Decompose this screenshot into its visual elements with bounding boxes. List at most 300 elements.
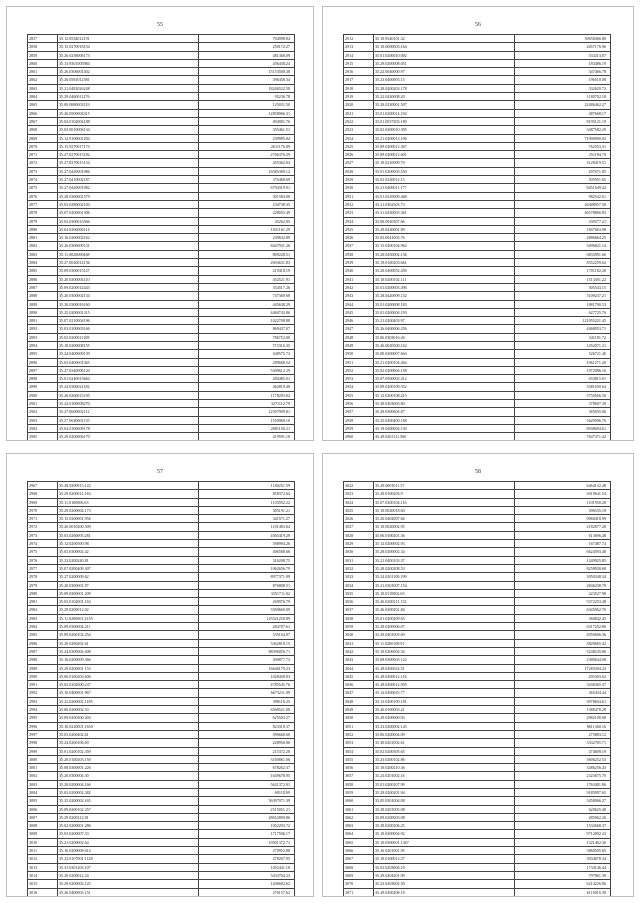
table-row [28,647,295,655]
amount-cell: 4785545.76 [199,681,295,689]
amount-cell: 3332705.71 [515,739,611,747]
amount-cell: 678262.37 [199,764,295,772]
amount-cell: 8447931.26 [199,242,295,250]
record-id-cell: 35.05.0301004.08 [374,797,515,805]
record-id-cell: 35.07.0200001306 [58,209,199,217]
row-number-cell: 2993 [28,697,58,705]
table-row [344,540,611,548]
table-row [28,805,295,813]
row-number-cell: 2939 [344,259,374,267]
table-row [344,855,611,863]
row-number-cell: 2999 [28,747,58,755]
amount-cell: 2982108.08 [515,714,611,722]
record-id-cell: 35.28.9200915.122 [58,482,199,490]
row-number-cell: 3009 [28,830,58,838]
amount-cell: 167487.74 [515,540,611,548]
row-number-cell: 2896 [28,358,58,366]
table-row [344,755,611,763]
row-number-cell: 2952 [344,366,374,374]
table-row [344,581,611,589]
record-id-cell: 35.03.0200002.382 [58,788,199,796]
amount-cell: 12507909.81 [199,408,295,416]
row-number-cell: 3007 [28,813,58,821]
table-row [344,300,611,308]
amount-cell [515,896,611,897]
row-number-cell: 2891 [28,317,58,325]
row-number-cell: 3069 [344,871,374,879]
table-row [28,250,295,258]
amount-cell: 289668.54 [199,358,295,366]
amount-cell: 3436365.37 [515,681,611,689]
record-id-cell: 35.20.0300016160 [58,300,199,308]
record-id-cell: 35.21.0400011.177 [374,184,515,192]
row-number-cell: 2934 [344,217,374,225]
row-number-cell: 3030 [344,548,374,556]
amount-cell: 505951.65 [515,176,611,184]
table-row [28,838,295,846]
amount-cell: 982542.61 [515,192,611,200]
amount-cell: 786752.00 [199,333,295,341]
amount-cell: 5372253.48 [515,598,611,606]
amount-cell: 12858066.31 [199,109,295,117]
amount-cell: 3351711.02 [199,589,295,597]
table-row [28,68,295,76]
record-id-cell: 35.16.0201001.95 [374,847,515,855]
row-number-cell: 3025 [344,506,374,514]
table-row [28,581,295,589]
row-number-cell: 3057 [344,772,374,780]
amount-cell: 16585369.12 [199,167,295,175]
amount-cell: 5109237.21 [515,292,611,300]
row-number-cell: 3062 [344,813,374,821]
row-number-cell: 2972 [28,523,58,531]
amount-cell: 3078604.61 [515,697,611,705]
table-row [344,863,611,871]
amount-cell: 5248235.86 [515,647,611,655]
table-row [344,43,611,51]
table-row [344,730,611,738]
row-number-cell: 3035 [344,589,374,597]
record-id-cell: 35.29.0300604.87 [374,408,515,416]
amount-cell: 3829665.42 [515,639,611,647]
row-number-cell: 3040 [344,631,374,639]
table-row [344,888,611,896]
row-number-cell: 2936 [344,234,374,242]
record-id-cell: 35.29.0200006170 [58,433,199,441]
record-id-cell: 35.24.0201109.199 [374,573,515,581]
record-id-cell: 35.27.8370015154 [58,159,199,167]
row-number-cell: 3068 [344,863,374,871]
amount-cell: 627725.76 [515,308,611,316]
record-id-cell: 35.03.0300013566 [58,217,199,225]
amount-cell: 653815.01 [515,375,611,383]
amount-cell: 704998.84 [199,35,295,43]
record-id-cell: 35.26.0260015195 [58,391,199,399]
row-number-cell: 2881 [28,234,58,242]
table-row [28,813,295,821]
amount-cell: 285062.26 [515,813,611,821]
amount-cell: 26388957.58 [515,200,611,208]
amount-cell: 3486256.43 [515,764,611,772]
page-57 [6,453,314,897]
record-id-cell [374,896,515,897]
record-id-cell: 35.21.0200403.97 [374,317,515,325]
table-row [344,159,611,167]
table-row [344,200,611,208]
table-row [344,606,611,614]
amount-cell: 1031161.29 [199,225,295,233]
table-row [28,151,295,159]
record-id-cell: 35.10.0200210.36 [374,764,515,772]
amount-cell: 2611176.89 [199,142,295,150]
table-row [344,664,611,672]
amount-cell: 316208.75 [199,556,295,564]
row-number-cell: 3056 [344,764,374,772]
record-id-cell: 35.01.0200008.183 [374,300,515,308]
amount-cell: 239995.84 [199,134,295,142]
amount-cell: 4565419.29 [199,531,295,539]
table-row [28,664,295,672]
amount-cell: 341571.27 [199,515,295,523]
amount-cell: 8451649.42 [515,184,611,192]
record-id-cell: 35.10.0110002.65 [374,589,515,597]
table-row [28,101,295,109]
row-number-cell: 2893 [28,333,58,341]
record-id-cell: 35.23.0203002.50 [374,880,515,888]
row-number-cell: 2926 [344,151,374,159]
row-number-cell: 2976 [28,556,58,564]
record-id-cell: 35.20.0200012.24 [58,871,199,879]
table-row [28,433,295,441]
amount-cell: 494901.76 [199,117,295,125]
amount-cell: 69118.09 [199,788,295,796]
row-number-cell: 3027 [344,523,374,531]
row-number-cell: 2983 [28,614,58,622]
table-row [344,242,611,250]
record-id-cell: 35.06.0100201.36 [374,531,515,539]
record-id-cell: 35.02.0200010.395 [374,126,515,134]
table-row [28,780,295,788]
record-id-cell: 35.29.0200012.02 [58,606,199,614]
amount-cell: 452521.91 [199,275,295,283]
record-id-cell: 35.20.0300002134 [58,292,199,300]
amount-cell: 215372.28 [199,747,295,755]
row-number-cell: 2986 [28,639,58,647]
table-row [28,772,295,780]
table-row [344,896,611,897]
amount-cell: 284485.01 [199,375,295,383]
record-id-cell: 35.09.0200102.254 [58,631,199,639]
row-number-cell: 2923 [344,126,374,134]
row-number-cell: 3071 [344,888,374,896]
amount-cell: 1847663.08 [515,225,611,233]
row-number-cell: 3042 [344,647,374,655]
amount-cell: 104738.35 [199,200,295,208]
table-row [28,358,295,366]
table-row [28,863,295,871]
record-id-cell: 35.13.9301005984 [58,59,199,67]
table-row [28,564,295,572]
record-id-cell: 35.24.0400009139 [58,350,199,358]
row-number-cell: 2928 [344,167,374,175]
amount-cell: 4468053.71 [515,325,611,333]
record-id-cell: 35.16.0200009.366 [58,656,199,664]
record-id-cell: 35.09.0200012.601 [374,151,515,159]
row-number-cell: 2960 [344,433,374,441]
amount-cell: 17283394.24 [515,664,611,672]
amount-cell: 228956.86 [199,739,295,747]
table-row [344,184,611,192]
table-row [28,523,295,531]
record-id-cell: 35.24.0100008270 [58,400,199,408]
table-row [344,51,611,59]
row-number-cell: 2974 [28,540,58,548]
row-number-cell: 2929 [344,176,374,184]
amount-cell: 1649678.95 [199,772,295,780]
table-row [28,706,295,714]
table-row [28,350,295,358]
row-number-cell: 2882 [28,242,58,250]
amount-cell: 219418.19 [199,267,295,275]
amount-cell: 2657176.96 [515,43,611,51]
amount-cell: 462819.48 [199,383,295,391]
amount-cell: 2380644.08 [515,656,611,664]
row-number-cell: 2879 [28,217,58,225]
table-row [344,408,611,416]
table-row [28,267,295,275]
table-row [344,797,611,805]
row-number-cell: 3061 [344,805,374,813]
table-row [28,400,295,408]
row-number-cell: 2990 [28,672,58,680]
record-id-cell: 35.02.0102000.237 [58,681,199,689]
table-row [344,573,611,581]
record-id-cell: 35.10.0200004.34 [374,647,515,655]
row-number-cell: 2956 [344,400,374,408]
table-row [28,408,295,416]
table-row [28,242,295,250]
record-id-cell: 35.24.0200106.69 [58,739,199,747]
row-number-cell: 2863 [28,84,58,92]
table-row [344,697,611,705]
table-row [344,822,611,830]
table-row [344,333,611,341]
record-id-cell: 35.27.0020014156 [58,259,199,267]
record-id-cell: 35.03.0260005.281 [58,531,199,539]
row-number-cell: 2875 [28,184,58,192]
record-id-cell: 35.02.0230012.15 [374,176,515,184]
table-row [344,292,611,300]
amount-cell: 3128419.51 [515,159,611,167]
table-row [344,847,611,855]
record-id-cell: 35.09.0200109.352 [374,383,515,391]
row-number-cell: 2949 [344,341,374,349]
row-number-cell: 3005 [28,797,58,805]
record-id-cell: 35.03.0280002184 [58,200,199,208]
table-row [344,482,611,490]
table-row [28,681,295,689]
row-number-cell: 2968 [28,490,58,498]
record-id-cell: 35.20.0300004110 [58,275,199,283]
record-id-cell: 35.03.0300002.42 [58,548,199,556]
amount-cell: 6214226.86 [515,880,611,888]
table-row [28,416,295,424]
row-number-cell: 2866 [28,109,58,117]
record-id-cell: 35.26.0581012581 [58,76,199,84]
amount-cell: 251184.70 [515,151,611,159]
amount-cell: 6345062.76 [515,606,611,614]
record-id-cell: 35.10.0100012.37 [374,855,515,863]
record-id-cell: 35.21.0481026248 [58,84,199,92]
table-row [28,515,295,523]
record-id-cell: 35.26.0200201.84 [374,606,515,614]
amount-cell: 481368.09 [199,51,295,59]
table-row [344,416,611,424]
table-row [344,780,611,788]
row-number-cell: 3064 [344,830,374,838]
table-row [344,275,611,283]
row-number-cell: 2943 [344,292,374,300]
table-row [344,317,611,325]
table-row [344,672,611,680]
table-row [344,871,611,879]
amount-cell: 439377.21 [515,217,611,225]
record-id-cell: 35.28.0200012.595 [374,681,515,689]
record-id-cell: 35.29.0460011276 [58,93,199,101]
row-number-cell: 2995 [28,714,58,722]
table-row [344,84,611,92]
amount-cell: 284707.61 [199,623,295,631]
row-number-cell: 2905 [28,433,58,441]
amount-cell: 269976.79 [199,598,295,606]
row-number-cell: 2912 [344,35,374,43]
row-number-cell: 2997 [28,730,58,738]
row-number-cell: 2897 [28,366,58,374]
amount-cell: 5750566.56 [515,391,611,399]
record-id-cell: 35.18.0200008155 [58,341,199,349]
table-row [28,788,295,796]
table-row [28,506,295,514]
table-row [28,93,295,101]
record-id-cell: 35.20.0100203.150 [58,755,199,763]
table-row [28,391,295,399]
amount-cell: 28652800.86 [199,813,295,821]
table-row [344,656,611,664]
amount-cell: 6317252.86 [515,623,611,631]
row-number-cell: 3008 [28,822,58,830]
row-number-cell: 2957 [344,408,374,416]
row-number-cell: 3063 [344,822,374,830]
row-number-cell: 3015 [28,880,58,888]
table-row [344,283,611,291]
row-number-cell: 3004 [28,788,58,796]
amount-cell: 1717506.17 [199,830,295,838]
table-row [344,523,611,531]
amount-cell: 533213.07 [515,51,611,59]
amount-cell: 2081150.21 [199,424,295,432]
record-id-cell: 35.26.0020500.162 [374,341,515,349]
record-id-cell: 35.01.0240013664 [58,375,199,383]
amount-cell: 1763401.86 [515,780,611,788]
row-number-cell: 3031 [344,556,374,564]
table-row [28,184,295,192]
record-id-cell: 35.25.0200002.165 [58,797,199,805]
row-number-cell: 3033 [344,573,374,581]
amount-cell: 1532668.37 [515,822,611,830]
record-id-cell: 35.23.0400003.15 [374,76,515,84]
table-row [28,59,295,67]
amount-cell: 1061271.20 [515,358,611,366]
table-row [28,606,295,614]
table-row [344,341,611,349]
amount-cell: 3019641.54 [515,490,611,498]
record-id-cell: 35.01.0200003.550 [374,167,515,175]
record-id-cell: 35.21.0200013.196 [374,134,515,142]
amount-cell: 125321250.89 [199,614,295,622]
amount-cell: 3606252.53 [515,755,611,763]
row-number-cell: 2858 [28,43,58,51]
amount-cell: 9185997.65 [515,788,611,796]
table-row [344,217,611,225]
row-number-cell: 2938 [344,250,374,258]
row-number-cell: 3059 [344,788,374,796]
amount-cell: 376468.69 [199,176,295,184]
page-number: 57 [157,469,163,475]
table-row [28,797,295,805]
amount-cell: 1101483.64 [199,523,295,531]
amount-cell: 3271112.79 [199,400,295,408]
amount-cell: 396535.18 [515,506,611,514]
table-row [28,308,295,316]
table-row [28,722,295,730]
row-number-cell: 3039 [344,623,374,631]
record-id-cell: 35.08.0300001.226 [58,764,199,772]
table-row [344,433,611,441]
table-row [344,35,611,43]
amount-cell: 8038694.61 [515,424,611,432]
record-id-cell: 35.27.0340006120 [58,366,199,374]
record-id-cell: 35.10.0020018.60 [374,506,515,514]
record-id-cell: 35.03.0102001.163 [58,598,199,606]
amount-cell: 1734146.44 [515,863,611,871]
table-row [28,888,295,896]
row-number-cell: 2958 [344,416,374,424]
row-number-cell: 2869 [28,134,58,142]
amount-cell: 4950606.36 [515,631,611,639]
row-number-cell: 2861 [28,68,58,76]
row-number-cell: 2883 [28,250,58,258]
amount-cell: 9060418.99 [515,515,611,523]
amount-cell: 6624593.48 [515,548,611,556]
record-id-cell: 35.09.0300004.211 [58,623,199,631]
amount-cell: 39658466.80 [515,35,611,43]
record-id-cell: 35.20.0200202.61 [58,639,199,647]
table-row [28,847,295,855]
amount-cell: 9712092.23 [515,830,611,838]
amount-cell: 535164.07 [199,631,295,639]
record-id-cell: 35.00.0680003119 [58,101,199,109]
row-number-cell: 2945 [344,308,374,316]
row-number-cell: 2954 [344,383,374,391]
amount-cell: 1452071.21 [515,341,611,349]
amount-cell: 341181.72 [515,333,611,341]
table-row [28,35,295,43]
data-table [343,34,611,441]
table-row [344,126,611,134]
row-number-cell: 2955 [344,391,374,399]
row-number-cell: 2953 [344,375,374,383]
record-id-cell: 35.29.0200008.051 [374,59,515,67]
